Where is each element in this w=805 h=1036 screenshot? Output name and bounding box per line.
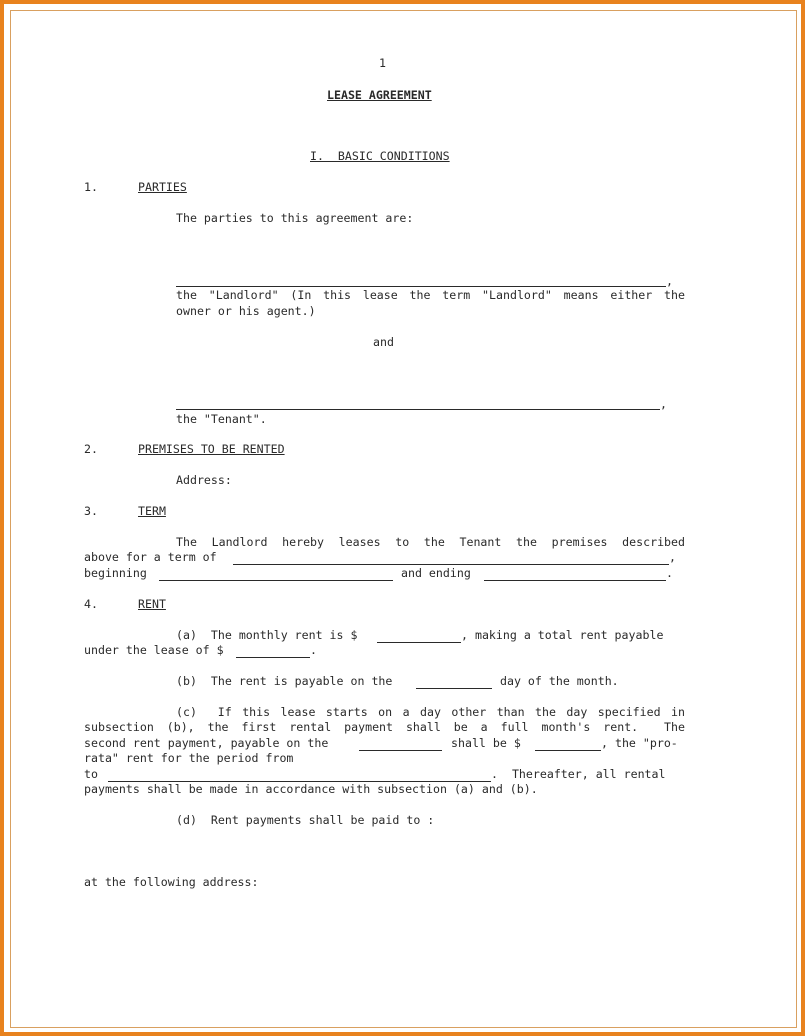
rent-c-line6: payments shall be made in accordance with subsection (a) and (b). bbox=[84, 782, 538, 796]
term-length-line[interactable] bbox=[233, 564, 669, 565]
premises-address-label: Address: bbox=[176, 473, 232, 487]
term-end-date-line[interactable] bbox=[484, 580, 666, 581]
rent-d-text: (d) Rent payments shall be paid to : bbox=[176, 813, 435, 827]
monthly-rent-line[interactable] bbox=[377, 642, 461, 643]
tenant-comma: , bbox=[660, 397, 667, 411]
landlord-definition-line2: owner or his agent.) bbox=[176, 304, 316, 318]
rent-a-period: . bbox=[310, 643, 317, 657]
rent-c-line5-pre: to bbox=[84, 767, 98, 781]
term-beginning-label: beginning bbox=[84, 566, 147, 580]
rent-c-line1: (c) If this lease starts on a day other than the day specified in bbox=[176, 705, 685, 719]
tenant-definition: the "Tenant". bbox=[176, 412, 267, 426]
page-number: 1 bbox=[379, 56, 386, 70]
rent-b-text-post: day of the month. bbox=[500, 674, 619, 688]
rent-a-text-post: , making a total rent payable bbox=[461, 628, 664, 642]
rent-c-line3-c: , the "pro- bbox=[601, 736, 678, 750]
term-line2-text: above for a term of bbox=[84, 550, 217, 564]
rent-heading: RENT bbox=[138, 597, 166, 611]
landlord-comma: , bbox=[666, 274, 673, 288]
parties-heading: PARTIES bbox=[138, 180, 187, 194]
landlord-name-line[interactable] bbox=[176, 286, 666, 287]
term-line1: The Landlord hereby leases to the Tenant the premises described bbox=[176, 535, 685, 549]
premises-heading: PREMISES TO BE RENTED bbox=[138, 442, 285, 456]
term-line2-comma: , bbox=[669, 550, 676, 564]
prorata-amount-line[interactable] bbox=[535, 750, 601, 751]
rent-a-line2: under the lease of $ bbox=[84, 643, 224, 657]
term-number: 3. bbox=[84, 504, 98, 518]
section-heading: I. BASIC CONDITIONS bbox=[310, 149, 450, 163]
rent-c-line2: subsection (b), the first rental payment shall be a full month's rent. The bbox=[84, 720, 685, 734]
term-heading: TERM bbox=[138, 504, 166, 518]
rent-c-line3-a: second rent payment, payable on the bbox=[84, 736, 329, 750]
rent-a-text: (a) The monthly rent is $ bbox=[176, 628, 358, 642]
term-period: . bbox=[666, 566, 673, 580]
parties-number: 1. bbox=[84, 180, 98, 194]
premises-number: 2. bbox=[84, 442, 98, 456]
term-ending-label: and ending bbox=[401, 566, 471, 580]
rent-due-day-line[interactable] bbox=[416, 688, 492, 689]
tenant-name-line[interactable] bbox=[176, 409, 660, 410]
total-rent-line[interactable] bbox=[236, 657, 310, 658]
parties-intro: The parties to this agreement are: bbox=[176, 211, 414, 225]
landlord-definition-line1: the "Landlord" (In this lease the term "Landlord" means either the bbox=[176, 288, 685, 302]
document-title: LEASE AGREEMENT bbox=[327, 88, 432, 102]
second-payment-date-line[interactable] bbox=[359, 750, 442, 751]
rent-b-text: (b) The rent is payable on the bbox=[176, 674, 393, 688]
rent-c-line3-b: shall be $ bbox=[451, 736, 521, 750]
rent-c-line5-post: . Thereafter, all rental bbox=[491, 767, 666, 781]
rent-c-line4: rata" rent for the period from bbox=[84, 751, 294, 765]
following-address-label: at the following address: bbox=[84, 875, 259, 889]
parties-and: and bbox=[373, 335, 394, 349]
term-start-date-line[interactable] bbox=[159, 580, 393, 581]
rent-number: 4. bbox=[84, 597, 98, 611]
